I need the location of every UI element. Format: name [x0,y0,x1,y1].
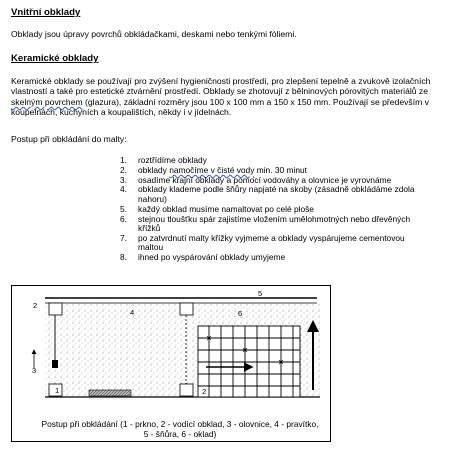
label-2-bottom: 2 [202,387,207,396]
list-item: 3. osadíme krajní obklady a pomocí vodováhy a olovnice je vyrovnáme [120,174,392,185]
label-1: 1 [55,386,60,395]
intro-paragraph: Obklady jsou úpravy povrchů obkládačkami, deskami nebo tenkými fóliemi. [11,29,297,39]
label-3: 3 [32,366,37,375]
plumb-bob [52,360,58,368]
list-item: 8. ihned po vyspárování obklady umyjeme [120,252,286,263]
list-item: 2. obklady namočíme v čisté vody min. 30 minut [120,164,307,175]
list-item: 5. každý obklad musíme namaltovat po celé ploše [120,203,314,214]
board [89,390,131,396]
list-item: 1. roztřídíme obklady [120,155,207,165]
label-2-top: 2 [33,301,38,310]
para-text-squiggle: skelným povrchem [11,96,83,107]
procedure-steps-list [120,156,430,263]
keramicke-paragraph [11,76,439,118]
guide-tile-top-left [49,303,62,315]
heading-vnitrni-obklady: Vnitřní obklady [11,7,81,18]
guide-tile-top-middle [180,303,193,315]
label-6: 6 [238,309,243,318]
para-text-1: Keramické obklady se používají pro zvýšení hygieničnosti prostředí, pro zlepšení tepelně a zvukově izolačních vlastností a také pro estetické ztvárnění prostředí. Obklady se zhotovují z bělninových pórovitých materiálů ze [11,76,431,97]
procedure-title: Postup při obkládání do malty: [11,134,127,144]
list-item: 7. po zatvrdnutí malty křížky vyjmeme a obklady vyspárujeme cementovou maltou [120,232,405,253]
tile-grid [198,326,300,397]
list-item: 4. obklady klademe podle šňůry napjaté na skoby (zásadně obkládáme zdola nahoru) [120,184,415,204]
heading-keramicke-obklady: Keramické obklady [11,53,99,64]
figure-caption: Postup při obkládání (1 - prkno, 2 - vodící obklad, 3 - olovnice, 4 - pravítko, 5 - šňůra, 6 - oklad) [41,419,319,439]
label-5: 5 [258,289,263,298]
tiling-diagram [12,286,329,440]
para-text-2: (glazura), základní rozměry jsou 100 x 100 mm a 150 x 150 mm. Používají se především v koupelnách, kuchyních a koupalištích, někdy i v jídelnách. [11,96,429,118]
label-4: 4 [130,308,135,317]
guide-tile-bottom-middle [180,384,193,396]
list-item: 6. stejnou tloušťku spár zajistíme vložením umělohmotných nebo dřevěných křížků [120,213,411,234]
